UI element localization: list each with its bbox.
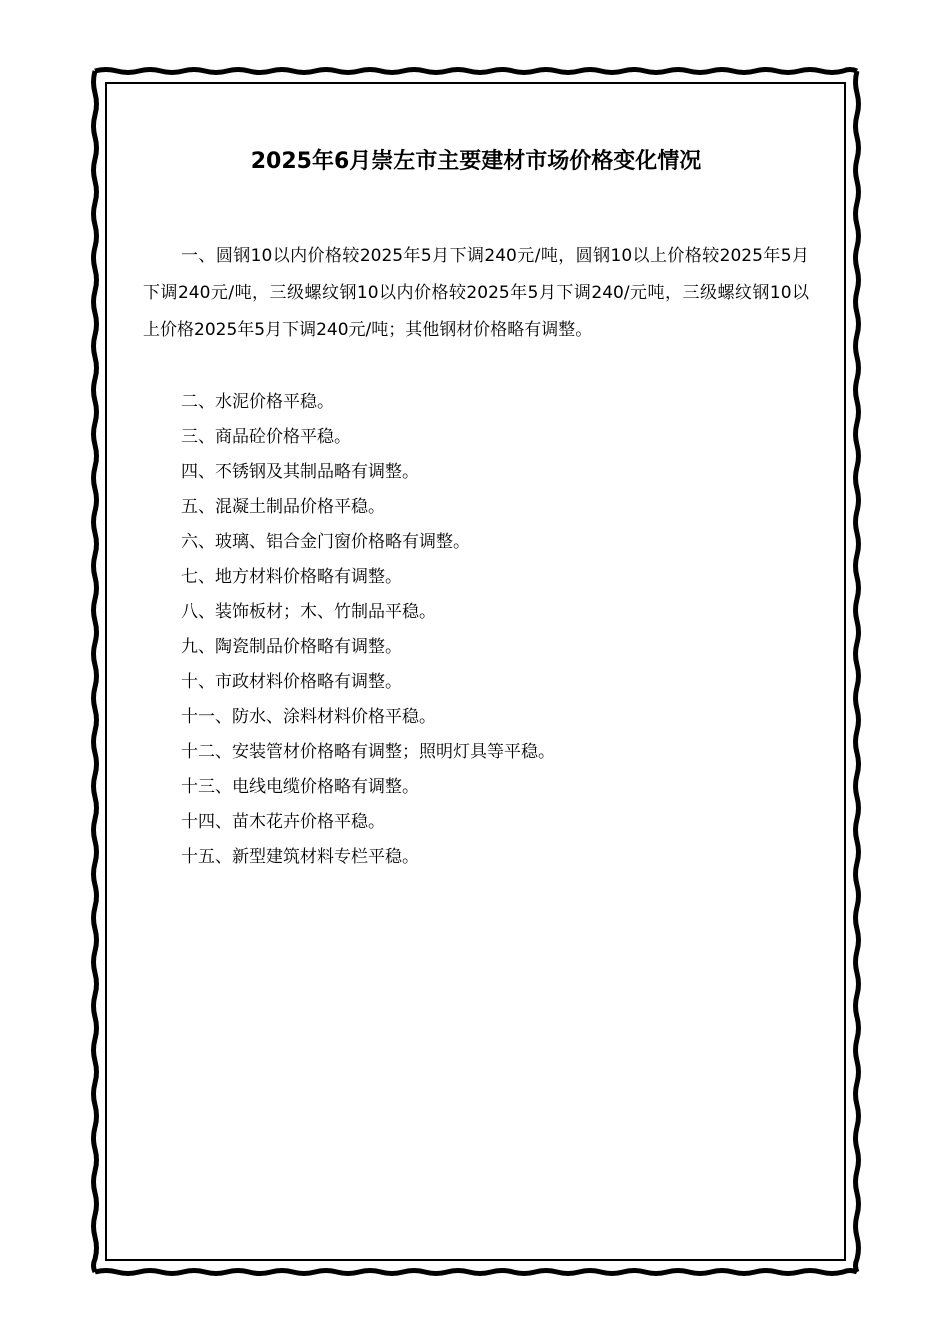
list-item: 十、市政材料价格略有调整。 xyxy=(181,672,402,692)
list-item: 四、不锈钢及其制品略有调整。 xyxy=(181,462,419,482)
list-item: 八、装饰板材；木、竹制品平稳。 xyxy=(181,602,436,622)
document-title: 2025年6月崇左市主要建材市场价格变化情况 xyxy=(250,149,702,174)
wavy-edge xyxy=(94,71,97,1272)
list-item: 三、商品砼价格平稳。 xyxy=(181,427,351,447)
list-item: 十四、苗木花卉价格平稳。 xyxy=(181,812,385,832)
price-change-list xyxy=(143,385,809,875)
wavy-edge xyxy=(95,1271,857,1274)
list-item: 十二、安装管材价格略有调整；照明灯具等平稳。 xyxy=(181,742,555,762)
list-item: 十三、电线电缆价格略有调整。 xyxy=(181,777,419,797)
list-item: 九、陶瓷制品价格略有调整。 xyxy=(181,637,402,657)
list-item: 二、水泥价格平稳。 xyxy=(181,392,334,412)
wavy-edge xyxy=(856,71,859,1272)
list-item: 十一、防水、涂料材料价格平稳。 xyxy=(181,707,436,727)
steel-price-paragraph: 一、圆钢10以内价格较2025年5月下调240元/吨，圆钢10以上价格较2025年5月下调240元/吨，三级螺纹钢10以内价格较2025年5月下调240/元吨，三级螺纹钢10以上价格2025年5月下调240元/吨；其他钢材价格略有调整。 xyxy=(143,246,809,340)
wavy-edge xyxy=(95,70,857,73)
list-item: 十五、新型建筑材料专栏平稳。 xyxy=(181,847,419,867)
list-item: 七、地方材料价格略有调整。 xyxy=(181,567,402,587)
document-body xyxy=(143,138,809,875)
list-item: 六、玻璃、铝合金门窗价格略有调整。 xyxy=(181,532,470,552)
list-item: 五、混凝土制品价格平稳。 xyxy=(181,497,385,517)
